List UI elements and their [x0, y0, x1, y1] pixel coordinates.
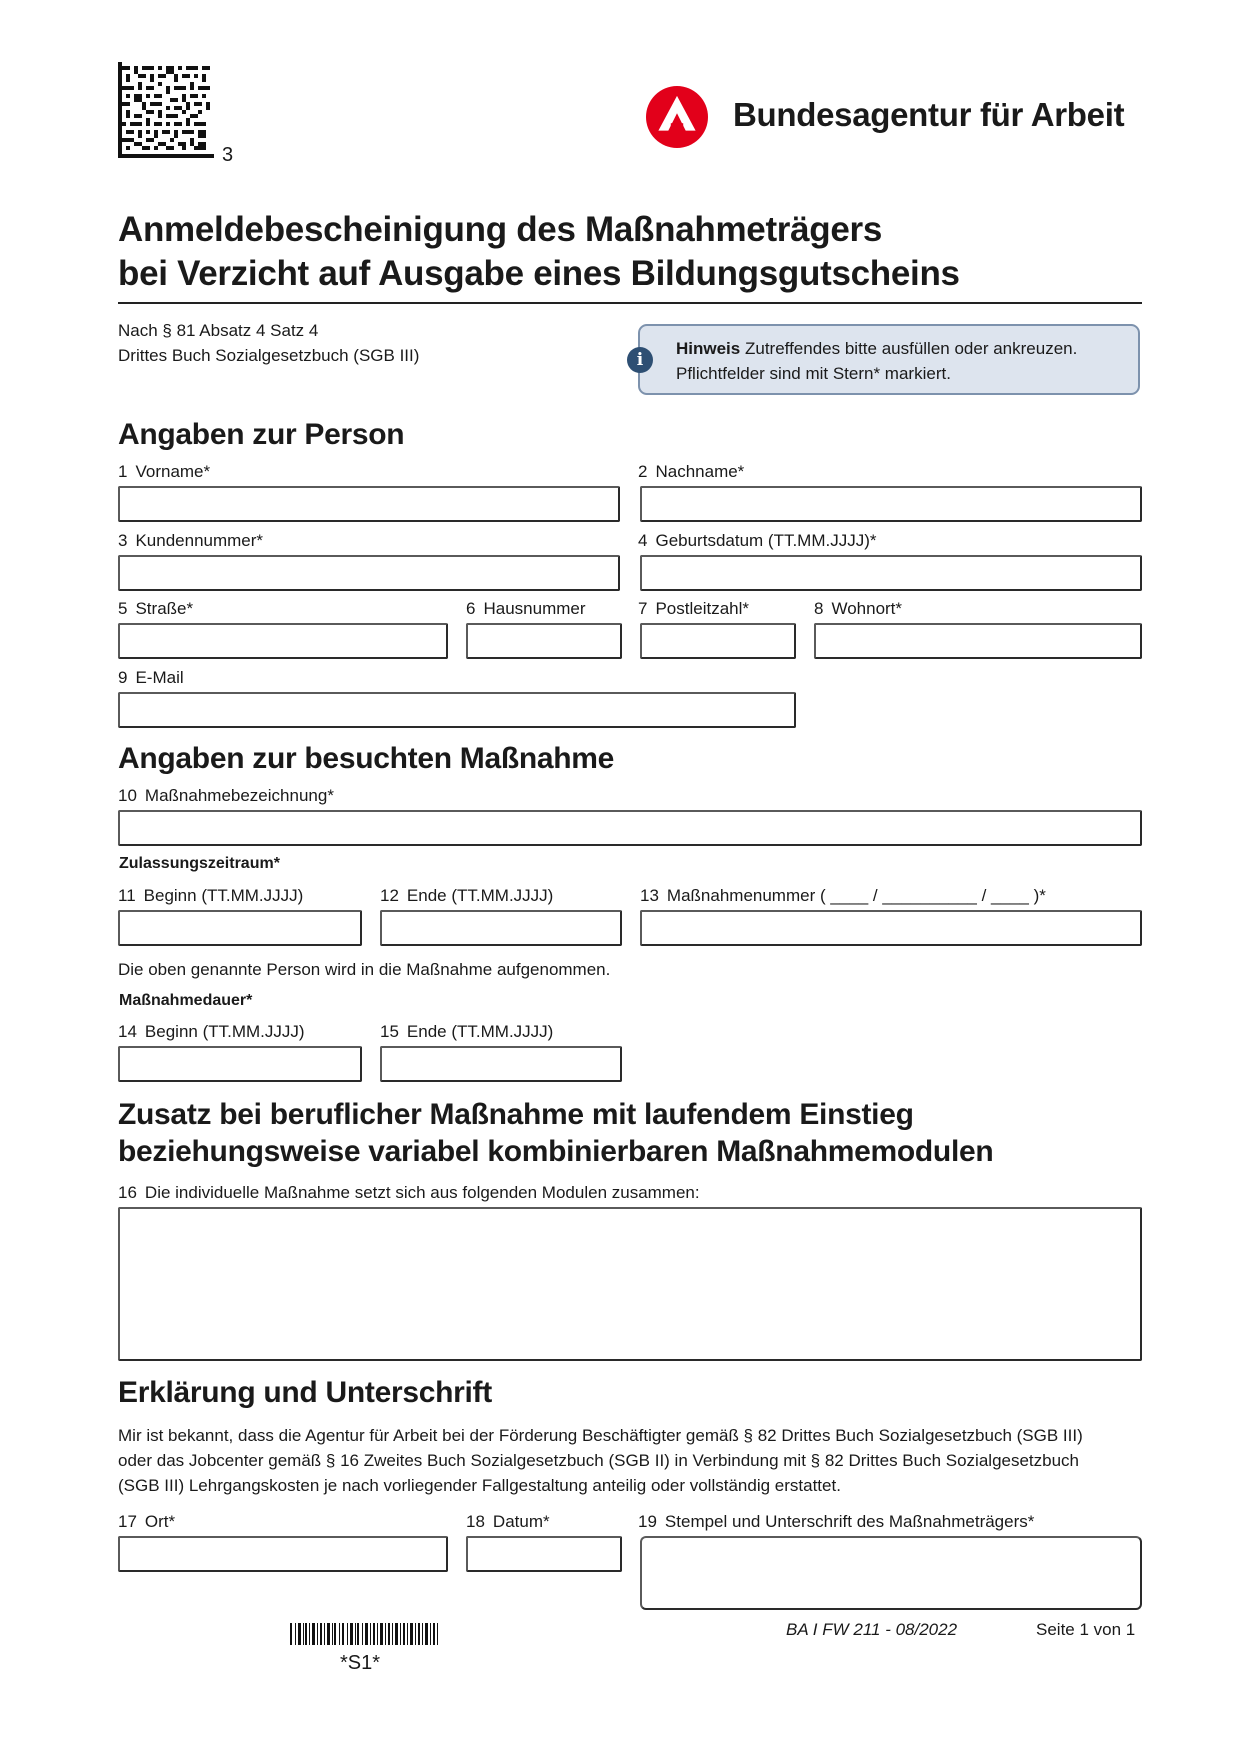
- module-textarea[interactable]: [118, 1207, 1142, 1361]
- wohnort-field[interactable]: [814, 623, 1142, 659]
- ort-field[interactable]: [118, 1536, 448, 1572]
- form-number: BA I FW 211 - 08/2022: [786, 1620, 958, 1639]
- label-geburtsdatum: 4 Geburtsdatum (TT.MM.JJJJ)*: [638, 531, 877, 550]
- legal-line-1: Nach § 81 Absatz 4 Satz 4: [118, 321, 319, 340]
- declaration-line-2: oder das Jobcenter gemäß § 16 Zweites Buch Sozialgesetzbuch (SGB II) in Verbindung mit § 82 Drittes Buch Sozialgesetzbuch: [118, 1451, 1080, 1470]
- label-datum: 18 Datum*: [466, 1512, 550, 1531]
- geburtsdatum-field[interactable]: [640, 555, 1142, 591]
- massnahmenummer-field[interactable]: [640, 910, 1142, 946]
- label-hausnummer: 6 Hausnummer: [466, 599, 586, 618]
- ba-logo-icon: [646, 86, 708, 148]
- title-divider: [118, 302, 1142, 304]
- legal-line-2: Drittes Buch Sozialgesetzbuch (SGB III): [118, 346, 420, 365]
- page-number: Seite 1 von 1: [1036, 1620, 1136, 1639]
- section-heading-person: Angaben zur Person: [118, 418, 405, 451]
- label-wohnort: 8 Wohnort*: [814, 599, 903, 618]
- section-heading-declaration: Erklärung und Unterschrift: [118, 1376, 492, 1409]
- hint-box: [638, 324, 1140, 395]
- qr-number: 3: [222, 144, 234, 166]
- dauer-beginn-field[interactable]: [118, 1046, 362, 1082]
- label-module: 16 Die individuelle Maßnahme setzt sich aus folgenden Modulen zusammen:: [118, 1183, 700, 1202]
- postleitzahl-field[interactable]: [640, 623, 796, 659]
- duration-heading: Maßnahmedauer*: [119, 992, 253, 1009]
- hint-line-2: Pflichtfelder sind mit Stern* markiert.: [676, 364, 951, 383]
- email-field[interactable]: [118, 692, 796, 728]
- label-unterschrift: 19 Stempel und Unterschrift des Maßnahmeträgers*: [638, 1512, 1035, 1531]
- page-title: [118, 208, 960, 296]
- hint-line-1: Zutreffendes bitte ausfüllen oder ankreuzen.: [744, 339, 1078, 358]
- label-ort: 17 Ort*: [118, 1512, 176, 1531]
- admission-statement: Die oben genannte Person wird in die Maßnahme aufgenommen.: [118, 960, 611, 979]
- label-postleitzahl: 7 Postleitzahl*: [638, 599, 750, 618]
- modules-heading-line-2: beziehungsweise variabel kombinierbaren Maßnahmemodulen: [118, 1135, 994, 1168]
- qr-code: [118, 62, 214, 158]
- label-email: 9 E-Mail: [118, 668, 184, 687]
- declaration-line-1: Mir ist bekannt, dass die Agentur für Arbeit bei der Förderung Beschäftigter gemäß § 82 Drittes Buch Sozialgesetzbuch (SGB III): [118, 1426, 1083, 1445]
- hint-bold: Hinweis: [676, 339, 741, 358]
- declaration-text: [118, 1423, 1142, 1498]
- label-kundennummer: 3 Kundennummer*: [118, 531, 264, 550]
- title-line-1: Anmeldebescheinigung des Maßnahmeträgers: [118, 210, 883, 249]
- label-massnahmebezeichnung: 10 Maßnahmebezeichnung*: [118, 786, 334, 805]
- label-strasse: 5 Straße*: [118, 599, 194, 618]
- title-line-2: bei Verzicht auf Ausgabe eines Bildungsgutscheins: [118, 254, 960, 293]
- section-heading-measure: Angaben zur besuchten Maßnahme: [118, 742, 615, 775]
- massnahmebezeichnung-field[interactable]: [118, 810, 1142, 846]
- signature-field[interactable]: [640, 1536, 1142, 1610]
- label-dauer-beginn: 14 Beginn (TT.MM.JJJJ): [118, 1022, 305, 1041]
- dauer-ende-field[interactable]: [380, 1046, 622, 1082]
- modules-heading-line-1: Zusatz bei beruflicher Maßnahme mit laufendem Einstieg: [118, 1098, 914, 1131]
- label-zulassung-ende: 12 Ende (TT.MM.JJJJ): [380, 886, 554, 905]
- nachname-field[interactable]: [640, 486, 1142, 522]
- section-heading-modules: [118, 1096, 993, 1170]
- hausnummer-field[interactable]: [466, 623, 622, 659]
- label-massnahmenummer: 13 Maßnahmenummer ( ____ / __________ / ____ )*: [640, 886, 1046, 905]
- kundennummer-field[interactable]: [118, 555, 620, 591]
- barcode-text: *S1*: [340, 1652, 381, 1674]
- brand-name: Bundesagentur für Arbeit: [733, 96, 1125, 133]
- declaration-line-3: (SGB III) Lehrgangskosten je nach vorliegender Fallgestaltung anteilig oder vollständig erstattet.: [118, 1476, 841, 1495]
- zulassung-ende-field[interactable]: [380, 910, 622, 946]
- label-dauer-ende: 15 Ende (TT.MM.JJJJ): [380, 1022, 554, 1041]
- strasse-field[interactable]: [118, 623, 448, 659]
- approval-period-heading: Zulassungszeitraum*: [119, 855, 280, 872]
- hint-text: [676, 336, 1077, 386]
- legal-basis: [118, 318, 419, 368]
- datum-field[interactable]: [466, 1536, 622, 1572]
- info-icon: i: [627, 347, 653, 373]
- label-vorname: 1 Vorname*: [118, 462, 211, 481]
- label-zulassung-beginn: 11 Beginn (TT.MM.JJJJ): [118, 886, 304, 905]
- vorname-field[interactable]: [118, 486, 620, 522]
- zulassung-beginn-field[interactable]: [118, 910, 362, 946]
- label-nachname: 2 Nachname*: [638, 462, 745, 481]
- barcode: [290, 1623, 438, 1645]
